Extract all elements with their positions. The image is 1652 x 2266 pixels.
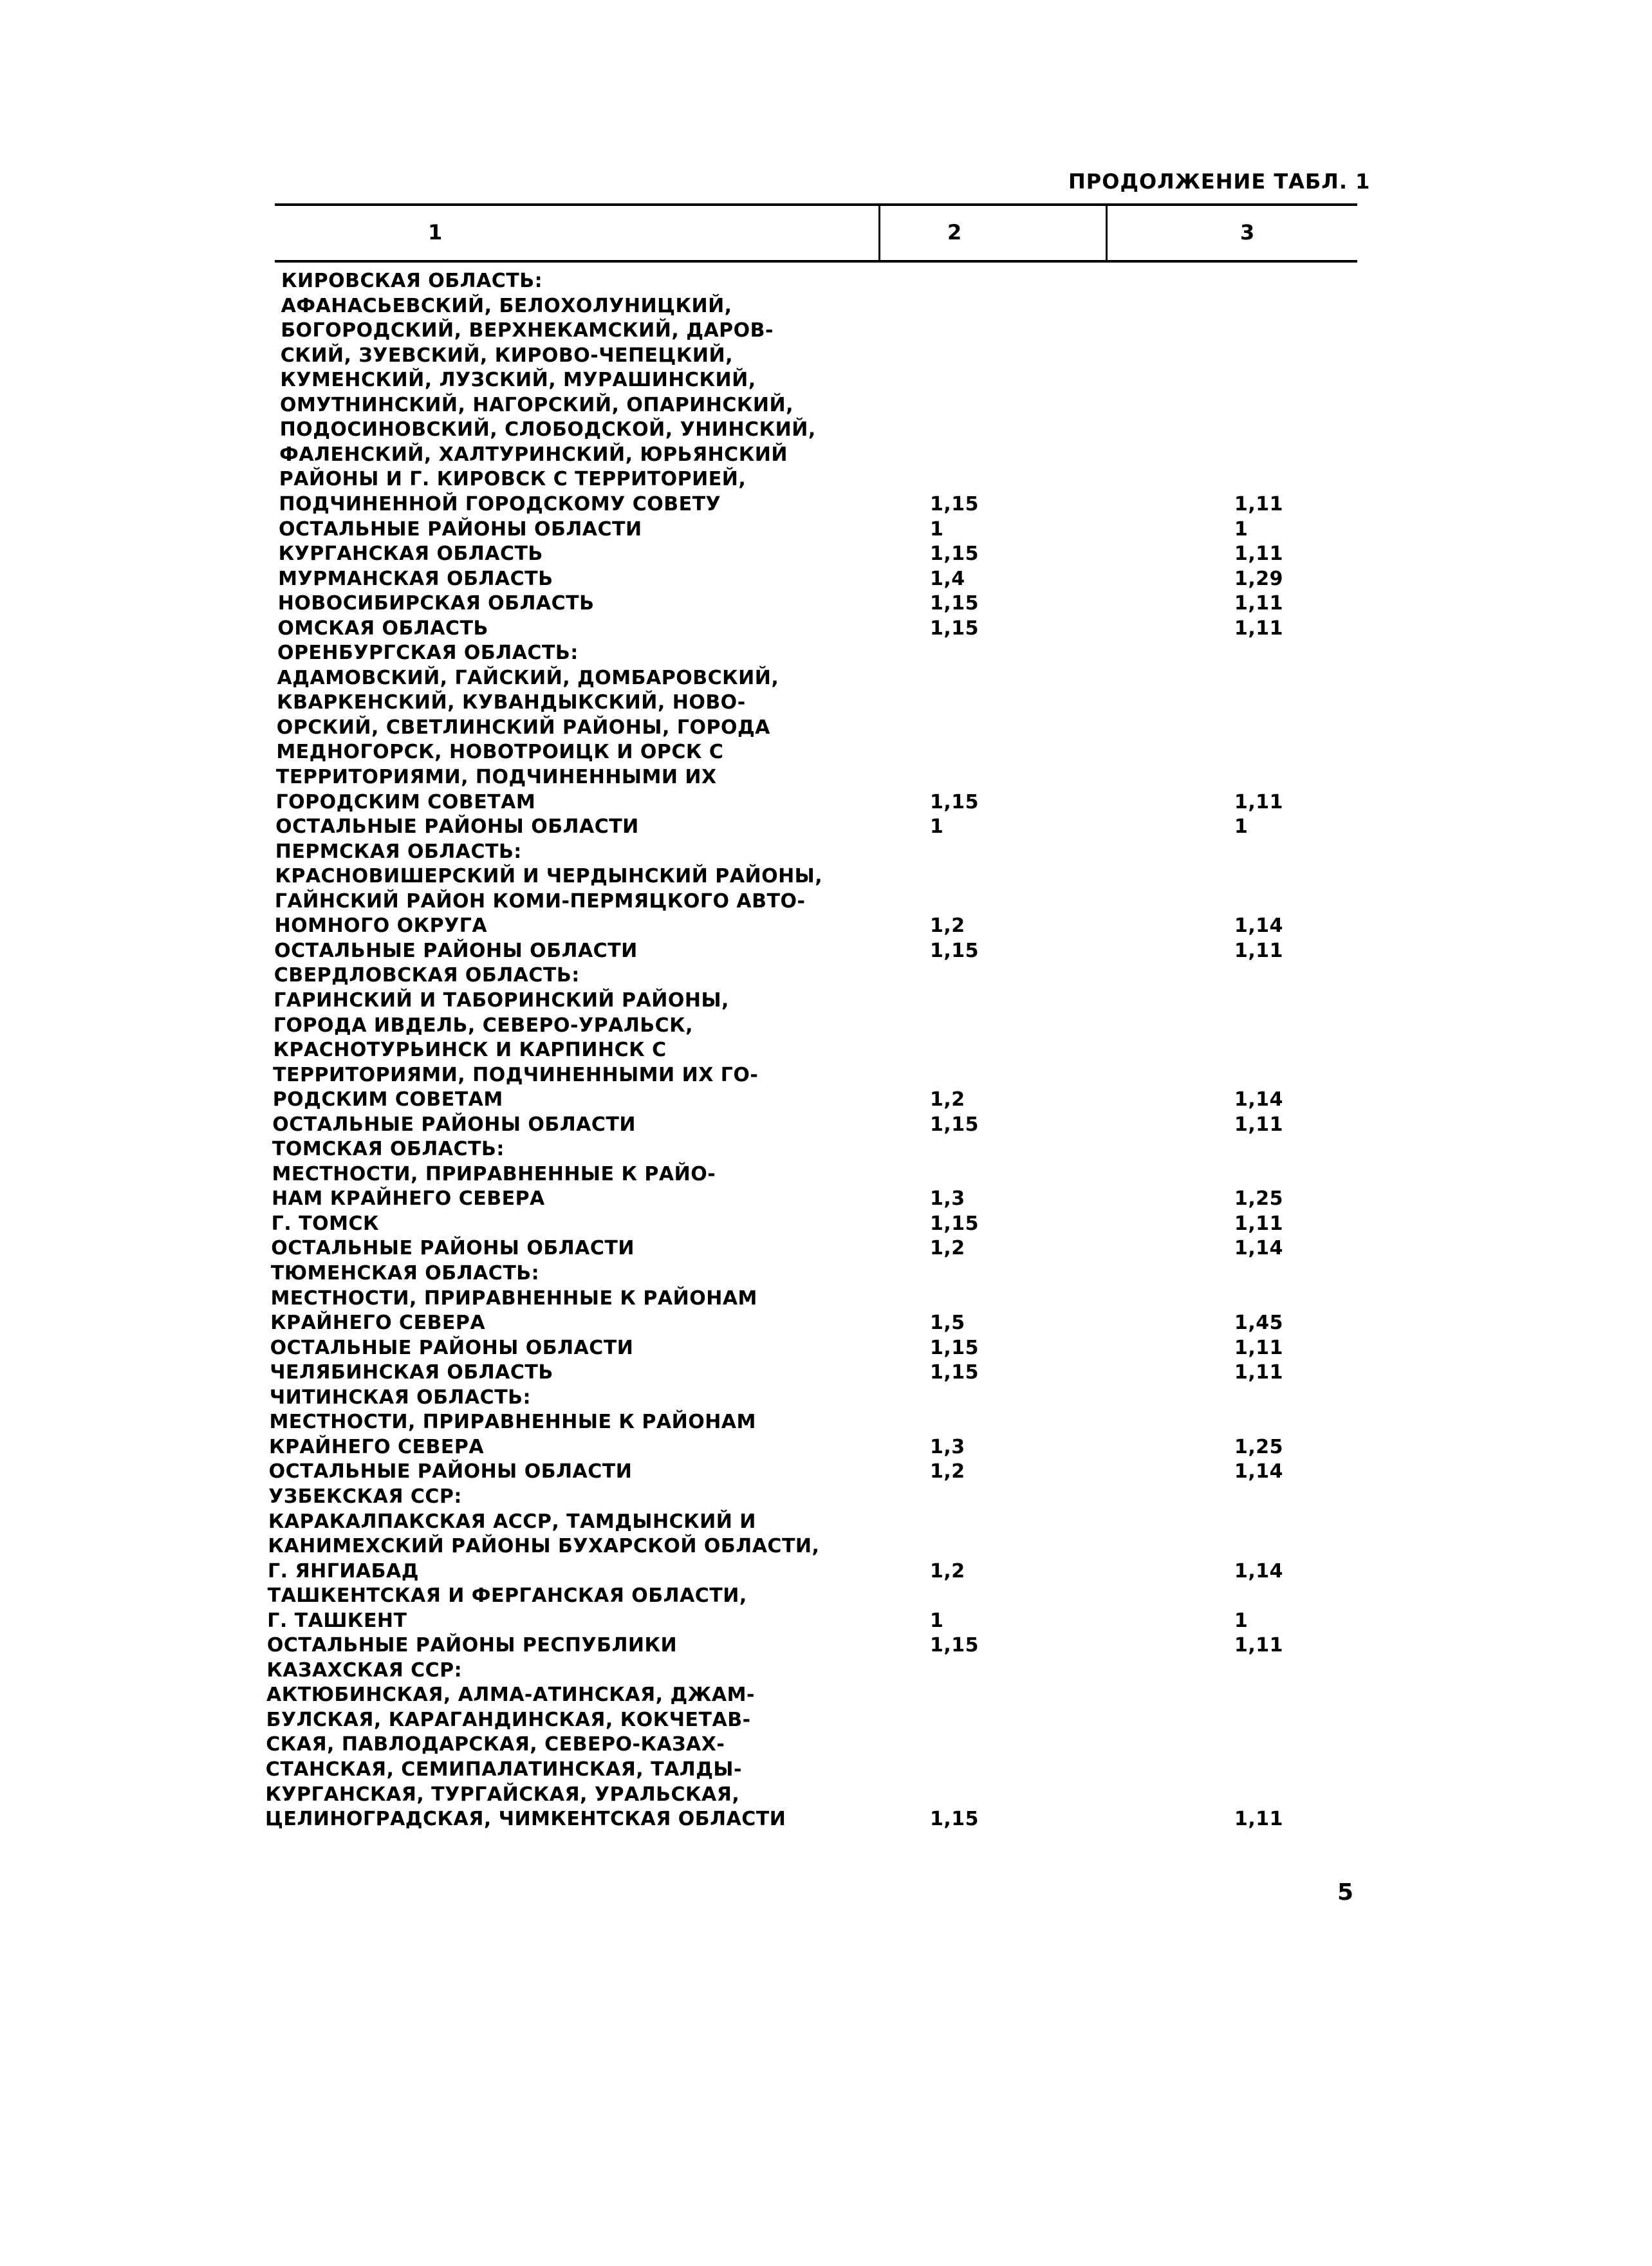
cell-territory: КУРГАНСКАЯ, ТУРГАЙСКАЯ, УРАЛЬСКАЯ,: [265, 1783, 740, 1806]
cell-coefficient-3: 1,11: [1234, 1634, 1284, 1657]
cell-coefficient-3: 1,11: [1234, 592, 1284, 615]
cell-territory: ОСТАЛЬНЫЕ РАЙОНЫ ОБЛАСТИ: [272, 1113, 636, 1136]
cell-territory: ОМУТНИНСКИЙ, НАГОРСКИЙ, ОПАРИНСКИЙ,: [279, 393, 794, 416]
table-row: [0, 1633, 1652, 1658]
cell-territory: ПОДЧИНЕННОЙ ГОРОДСКОМУ СОВЕТУ: [279, 492, 721, 515]
table-row: [0, 1361, 1652, 1385]
cell-coefficient-2: 1,15: [930, 1336, 979, 1359]
table-header-bottom-rule: [275, 260, 1357, 263]
cell-territory: ОМСКАЯ ОБЛАСТЬ: [277, 617, 488, 640]
cell-territory: УЗБЕКСКАЯ ССР:: [268, 1485, 462, 1508]
cell-coefficient-2: 1,15: [930, 1634, 979, 1657]
cell-territory: КАНИМЕХСКИЙ РАЙОНЫ БУХАРСКОЙ ОБЛАСТИ,: [268, 1535, 820, 1558]
cell-coefficient-2: 1,2: [930, 915, 965, 938]
table-row: [0, 1286, 1652, 1311]
cell-territory: ОСТАЛЬНЫЕ РАЙОНЫ РЕСПУБЛИКИ: [266, 1634, 678, 1657]
cell-territory: ПЕРМСКАЯ ОБЛАСТЬ:: [275, 840, 522, 863]
table-row: [0, 641, 1652, 665]
cell-territory: КУРГАНСКАЯ ОБЛАСТЬ: [278, 543, 543, 566]
cell-coefficient-3: 1,14: [1234, 915, 1284, 938]
table-row: [0, 790, 1652, 815]
cell-territory: АФАНАСЬЕВСКИЙ, БЕЛОХОЛУНИЦКИЙ,: [281, 294, 732, 317]
cell-territory: НОВОСИБИРСКАЯ ОБЛАСТЬ: [277, 592, 595, 615]
cell-coefficient-2: 1,15: [930, 1808, 979, 1831]
table-row: [0, 1410, 1652, 1435]
cell-territory: КАЗАХСКАЯ ССР:: [266, 1658, 463, 1682]
cell-territory: НАМ КРАЙНЕГО СЕВЕРА: [272, 1187, 545, 1211]
cell-territory: МЕСТНОСТИ, ПРИРАВНЕННЫЕ К РАЙОНАМ: [270, 1286, 757, 1310]
table-row: [0, 269, 1652, 293]
cell-territory: ОСТАЛЬНЫЕ РАЙОНЫ ОБЛАСТИ: [274, 939, 638, 962]
table-row: [0, 517, 1652, 542]
table-row: [0, 418, 1652, 442]
cell-coefficient-3: 1,29: [1234, 567, 1284, 590]
table-row: [0, 1609, 1652, 1633]
cell-coefficient-2: 1: [930, 517, 944, 541]
cell-coefficient-3: 1,11: [1234, 939, 1284, 962]
cell-territory: АКТЮБИНСКАЯ, АЛМА-АТИНСКАЯ, ДЖАМ-: [266, 1684, 755, 1707]
table-row: [0, 492, 1652, 517]
cell-territory: КРАСНОВИШЕРСКИЙ И ЧЕРДЫНСКИЙ РАЙОНЫ,: [275, 865, 823, 888]
cell-coefficient-2: 1,15: [930, 1212, 979, 1235]
table-row: [0, 1708, 1652, 1732]
table-row: [0, 740, 1652, 765]
cell-coefficient-2: 1,15: [930, 543, 979, 566]
table-row: [0, 467, 1652, 492]
table-row: [0, 1534, 1652, 1559]
cell-coefficient-2: 1,2: [930, 1460, 965, 1483]
cell-territory: НОМНОГО ОКРУГА: [274, 915, 488, 938]
table-row: [0, 914, 1652, 938]
cell-territory: ЧИТИНСКАЯ ОБЛАСТЬ:: [269, 1386, 532, 1409]
cell-territory: ЧЕЛЯБИНСКАЯ ОБЛАСТЬ: [270, 1361, 553, 1384]
table-row: [0, 1783, 1652, 1807]
table-row: [0, 1510, 1652, 1534]
table-row: [0, 1336, 1652, 1361]
table-top-rule: [275, 203, 1357, 206]
cell-coefficient-3: 1,25: [1234, 1435, 1284, 1458]
cell-territory: ТЕРРИТОРИЯМИ, ПОДЧИНЕННЫМИ ИХ: [275, 766, 717, 788]
cell-coefficient-2: 1,3: [930, 1187, 965, 1211]
table-row: [0, 393, 1652, 418]
cell-territory: КАРАКАЛПАКСКАЯ АССР, ТАМДЫНСКИЙ И: [268, 1510, 756, 1533]
cell-coefficient-2: 1,4: [930, 567, 965, 590]
table-row: [0, 1485, 1652, 1509]
table-caption: ПРОДОЛЖЕНИЕ ТАБЛ. 1: [1068, 169, 1371, 194]
table-row: [0, 864, 1652, 889]
cell-territory: ГОРОДСКИМ СОВЕТАМ: [275, 790, 536, 813]
table-row: [0, 1038, 1652, 1063]
table-row: [0, 443, 1652, 467]
cell-territory: СВЕРДЛОВСКАЯ ОБЛАСТЬ:: [274, 964, 580, 987]
cell-territory: ГАЙНСКИЙ РАЙОН КОМИ-ПЕРМЯЦКОГО АВТО-: [274, 889, 806, 913]
cell-territory: МУРМАНСКАЯ ОБЛАСТЬ: [278, 567, 553, 590]
table-row: [0, 1236, 1652, 1261]
cell-coefficient-3: 1,45: [1234, 1312, 1284, 1335]
cell-coefficient-2: 1,15: [930, 617, 979, 640]
cell-coefficient-3: 1: [1234, 1609, 1248, 1632]
cell-coefficient-3: 1,11: [1234, 1336, 1284, 1359]
cell-territory: КВАРКЕНСКИЙ, КУВАНДЫКСКИЙ, НОВО-: [277, 691, 746, 714]
table-row: [0, 666, 1652, 691]
cell-coefficient-3: 1,14: [1234, 1460, 1284, 1483]
table-row: [0, 815, 1652, 839]
table-row: [0, 716, 1652, 740]
cell-territory: ОСТАЛЬНЫЕ РАЙОНЫ ОБЛАСТИ: [271, 1237, 635, 1260]
table-row: [0, 542, 1652, 566]
table-row: [0, 1088, 1652, 1112]
table-row: [0, 1559, 1652, 1584]
cell-territory: АДАМОВСКИЙ, ГАЙСКИЙ, ДОМБАРОВСКИЙ,: [277, 666, 779, 689]
table-row: [0, 344, 1652, 368]
cell-territory: ТЮМЕНСКАЯ ОБЛАСТЬ:: [270, 1262, 540, 1285]
cell-coefficient-3: 1,14: [1234, 1559, 1284, 1583]
cell-territory: ФАЛЕНСКИЙ, ХАЛТУРИНСКИЙ, ЮРЬЯНСКИЙ: [279, 443, 788, 466]
table-row: [0, 840, 1652, 864]
cell-territory: ОСТАЛЬНЫЕ РАЙОНЫ ОБЛАСТИ: [268, 1460, 633, 1483]
cell-coefficient-2: 1,15: [930, 492, 979, 515]
cell-territory: БОГОРОДСКИЙ, ВЕРХНЕКАМСКИЙ, ДАРОВ-: [281, 319, 774, 342]
table-row: [0, 591, 1652, 616]
cell-coefficient-3: 1,11: [1234, 617, 1284, 640]
table-row: [0, 1187, 1652, 1211]
table-row: [0, 1658, 1652, 1683]
cell-territory: МЕСТНОСТИ, ПРИРАВНЕННЫЕ К РАЙОНАМ: [269, 1411, 756, 1434]
cell-coefficient-2: 1,15: [930, 790, 979, 813]
table-row: [0, 963, 1652, 988]
table-row: [0, 1807, 1652, 1832]
table-row: [0, 1311, 1652, 1335]
table-row: [0, 1683, 1652, 1707]
cell-territory: ОСТАЛЬНЫЕ РАЙОНЫ ОБЛАСТИ: [275, 815, 639, 839]
cell-territory: ЦЕЛИНОГРАДСКАЯ, ЧИМКЕНТСКАЯ ОБЛАСТИ: [265, 1808, 786, 1831]
cell-coefficient-3: 1,11: [1234, 1212, 1284, 1235]
column-header-3: 3: [1240, 220, 1255, 245]
table-row: [0, 368, 1652, 393]
cell-territory: КРАСНОТУРЬИНСК И КАРПИНСК С: [273, 1039, 667, 1062]
column-divider-1: [878, 203, 880, 263]
table-row: [0, 1014, 1652, 1038]
cell-territory: КРАЙНЕГО СЕВЕРА: [270, 1312, 486, 1335]
table-row: [0, 1386, 1652, 1410]
cell-coefficient-2: 1: [930, 1609, 944, 1632]
cell-territory: МЕДНОГОРСК, НОВОТРОИЦК И ОРСК С: [276, 741, 724, 764]
table-row: [0, 1261, 1652, 1286]
cell-territory: ГОРОДА ИВДЕЛЬ, СЕВЕРО-УРАЛЬСК,: [273, 1014, 694, 1037]
cell-territory: ОСТАЛЬНЫЕ РАЙОНЫ ОБЛАСТИ: [270, 1336, 634, 1359]
table-row: [0, 1212, 1652, 1236]
cell-territory: Г. ТОМСК: [271, 1212, 379, 1235]
cell-territory: ТЕРРИТОРИЯМИ, ПОДЧИНЕННЫМИ ИХ ГО-: [273, 1063, 759, 1086]
cell-territory: РАЙОНЫ И Г. КИРОВСК С ТЕРРИТОРИЕЙ,: [279, 468, 747, 491]
cell-territory: ГАРИНСКИЙ И ТАБОРИНСКИЙ РАЙОНЫ,: [274, 989, 729, 1012]
cell-coefficient-2: 1,2: [930, 1237, 965, 1260]
table-row: [0, 1435, 1652, 1460]
table-row: [0, 889, 1652, 914]
table-row: [0, 939, 1652, 963]
cell-territory: КРАЙНЕГО СЕВЕРА: [269, 1435, 485, 1458]
cell-territory: ОРЕНБУРГСКАЯ ОБЛАСТЬ:: [277, 642, 579, 665]
table-row: [0, 1137, 1652, 1162]
cell-territory: ОРСКИЙ, СВЕТЛИНСКИЙ РАЙОНЫ, ГОРОДА: [276, 716, 770, 739]
cell-coefficient-3: 1,11: [1234, 1808, 1284, 1831]
table-row: [0, 1063, 1652, 1088]
cell-territory: МЕСТНОСТИ, ПРИРАВНЕННЫЕ К РАЙО-: [272, 1162, 716, 1185]
cell-coefficient-3: 1,11: [1234, 492, 1284, 515]
cell-coefficient-3: 1,11: [1234, 543, 1284, 566]
cell-coefficient-3: 1: [1234, 815, 1248, 839]
cell-coefficient-2: 1: [930, 815, 944, 839]
cell-coefficient-3: 1,11: [1234, 1113, 1284, 1136]
cell-territory: Г. ТАШКЕНТ: [267, 1609, 407, 1632]
table-row: [0, 765, 1652, 790]
cell-coefficient-2: 1,2: [930, 1559, 965, 1583]
cell-territory: РОДСКИМ СОВЕТАМ: [272, 1088, 503, 1111]
table-row: [0, 1732, 1652, 1757]
cell-coefficient-3: 1,14: [1234, 1237, 1284, 1260]
table-row: [0, 691, 1652, 715]
cell-coefficient-2: 1,15: [930, 592, 979, 615]
column-header-2: 2: [947, 220, 962, 245]
cell-territory: Г. ЯНГИАБАД: [268, 1559, 419, 1583]
table-row: [0, 989, 1652, 1013]
cell-coefficient-2: 1,15: [930, 1113, 979, 1136]
table-row: [0, 1113, 1652, 1137]
cell-coefficient-2: 1,5: [930, 1312, 965, 1335]
column-header-1: 1: [428, 220, 443, 245]
cell-territory: ТОМСКАЯ ОБЛАСТЬ:: [272, 1138, 505, 1161]
cell-coefficient-2: 1,3: [930, 1435, 965, 1458]
table-row: [0, 1162, 1652, 1187]
table-row: [0, 617, 1652, 641]
cell-territory: СКАЯ, ПАВЛОДАРСКАЯ, СЕВЕРО-КАЗАХ-: [266, 1733, 725, 1756]
cell-territory: СТАНСКАЯ, СЕМИПАЛАТИНСКАЯ, ТАЛДЫ-: [265, 1758, 742, 1781]
cell-coefficient-3: 1: [1234, 517, 1248, 541]
page-number: 5: [1337, 1879, 1354, 1906]
table-row: [0, 294, 1652, 319]
cell-coefficient-3: 1,14: [1234, 1088, 1284, 1111]
table-row: [0, 1758, 1652, 1782]
cell-coefficient-3: 1,11: [1234, 790, 1284, 813]
cell-territory: КУМЕНСКИЙ, ЛУЗСКИЙ, МУРАШИНСКИЙ,: [280, 369, 756, 392]
table-row: [0, 1460, 1652, 1484]
cell-coefficient-2: 1,15: [930, 1361, 979, 1384]
cell-territory: БУЛСКАЯ, КАРАГАНДИНСКАЯ, КОКЧЕТАВ-: [266, 1708, 751, 1731]
column-divider-2: [1106, 203, 1108, 263]
cell-coefficient-3: 1,11: [1234, 1361, 1284, 1384]
table-row: [0, 319, 1652, 343]
cell-coefficient-3: 1,25: [1234, 1187, 1284, 1211]
cell-coefficient-2: 1,2: [930, 1088, 965, 1111]
table-row: [0, 567, 1652, 591]
cell-coefficient-2: 1,15: [930, 939, 979, 962]
table-row: [0, 1584, 1652, 1608]
cell-territory: ПОДОСИНОВСКИЙ, СЛОБОДСКОЙ, УНИНСКИЙ,: [279, 418, 816, 441]
cell-territory: КИРОВСКАЯ ОБЛАСТЬ:: [281, 270, 543, 292]
cell-territory: ОСТАЛЬНЫЕ РАЙОНЫ ОБЛАСТИ: [278, 517, 642, 541]
cell-territory: ТАШКЕНТСКАЯ И ФЕРГАНСКАЯ ОБЛАСТИ,: [267, 1584, 747, 1608]
cell-territory: СКИЙ, ЗУЕВСКИЙ, КИРОВО-ЧЕПЕЦКИЙ,: [280, 344, 734, 367]
